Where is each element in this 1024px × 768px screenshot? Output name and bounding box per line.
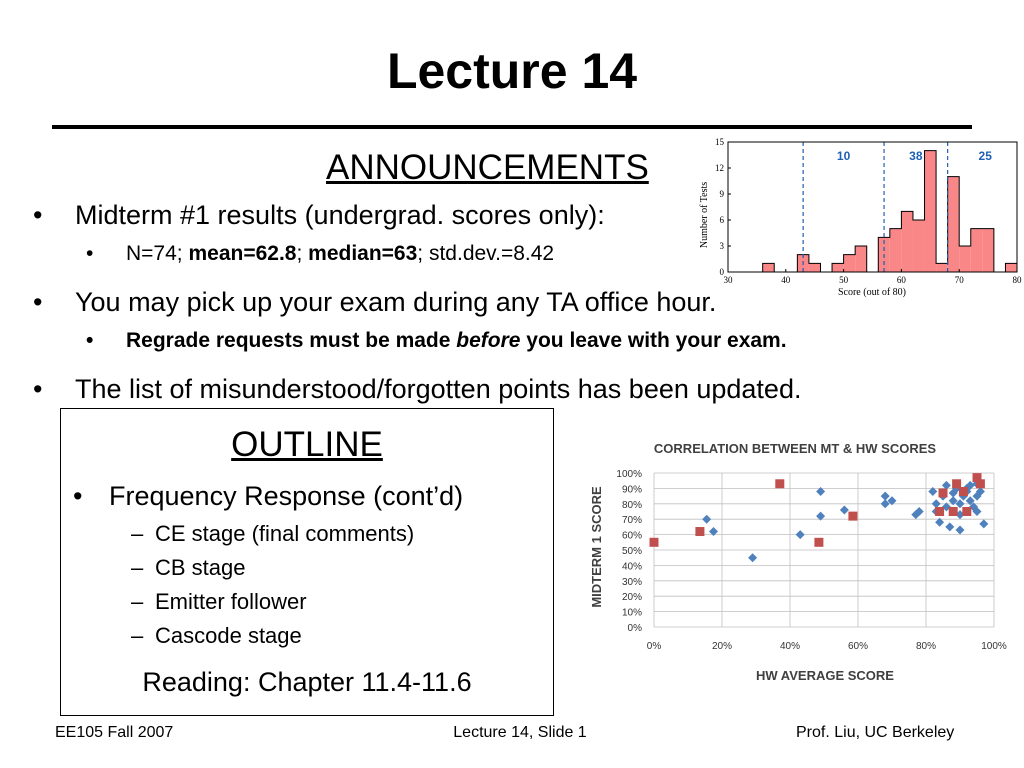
outline-main-text: Frequency Response (cont’d) (109, 481, 464, 511)
dash-marker: – (131, 521, 144, 546)
histogram-bar (890, 229, 902, 272)
dash-marker: – (131, 589, 144, 614)
scatter-y-tick-label: 50% (621, 546, 642, 557)
dash-marker: – (131, 555, 144, 580)
histogram-x-tick-label: 80 (1012, 275, 1022, 285)
outline-item-label: CB stage (155, 555, 246, 580)
outline-item-label: Cascode stage (155, 623, 302, 648)
scatter-y-tick-label: 40% (621, 561, 642, 573)
scatter-y-tick-label: 30% (621, 576, 642, 588)
scatter-point-diamond (702, 515, 711, 524)
bullet-points-list (33, 374, 802, 405)
histogram-x-tick-label: 60 (896, 275, 906, 285)
histogram-annotation: 10 (836, 149, 851, 163)
scatter-point-diamond (748, 553, 757, 562)
regrade-note (86, 329, 787, 353)
regrade-part3: you leave with your exam. (520, 329, 787, 352)
scatter-point-diamond (945, 522, 954, 531)
histogram-annotation: 25 (978, 149, 992, 163)
dash-marker: – (131, 623, 144, 648)
histogram-y-tick-label: 6 (719, 215, 724, 225)
scatter-point-square (959, 487, 968, 496)
stats-n: N=74; (126, 242, 189, 265)
scatter-point-square (650, 538, 659, 547)
outline-item-ce-stage (131, 521, 415, 547)
bullet-points-text: The list of misunderstood/forgotten points has been updated. (75, 374, 802, 404)
bullet-dot: • (33, 374, 43, 404)
scatter-y-tick-label: 100% (616, 469, 642, 480)
bullet-dot: • (33, 200, 43, 230)
histogram-y-tick-label: 0 (719, 267, 724, 277)
midterm-stats (86, 242, 555, 266)
histogram-bar (936, 263, 948, 272)
midterm-score-histogram (695, 130, 1024, 300)
scatter-x-label: HW AVERAGE SCORE (756, 668, 894, 683)
scatter-x-tick-label: 100% (981, 641, 1007, 652)
slide-title: Lecture 14 (386, 43, 638, 99)
scatter-y-tick-label: 10% (621, 607, 642, 619)
histogram-bar (901, 211, 913, 272)
bullet-dot: • (73, 481, 83, 511)
outline-item-label: Emitter follower (155, 589, 307, 614)
histogram-x-tick-label: 70 (954, 275, 964, 285)
footer-course: EE105 Fall 2007 (55, 724, 174, 741)
histogram-x-label: Score (out of 80) (837, 287, 907, 298)
scatter-x-tick-label: 0% (646, 641, 662, 652)
scatter-x-tick-label: 60% (847, 641, 869, 652)
scatter-point-square (775, 479, 784, 488)
histogram-y-tick-label: 3 (719, 241, 724, 251)
histogram-y-tick-label: 12 (715, 163, 724, 173)
scatter-point-diamond (881, 492, 890, 501)
outline-item-cb-stage (131, 555, 246, 581)
histogram-bar (832, 263, 844, 272)
mt-hw-correlation-chart (580, 432, 1020, 692)
scatter-point-diamond (932, 499, 941, 508)
title-divider (52, 125, 972, 129)
scatter-point-diamond (796, 530, 805, 539)
scatter-point-square (695, 527, 704, 536)
scatter-y-tick-label: 70% (621, 515, 642, 527)
histogram-y-tick-label: 9 (719, 189, 724, 199)
histogram-x-tick-label: 50 (839, 275, 849, 285)
scatter-point-square (848, 512, 857, 521)
histogram-bar (763, 263, 775, 272)
outline-heading: OUTLINE (231, 425, 383, 464)
histogram-bar (982, 229, 994, 272)
scatter-y-tick-label: 60% (621, 530, 642, 542)
stats-sep: ; (296, 242, 309, 265)
stats-median: median=63 (308, 242, 418, 265)
regrade-part1: Regrade requests must be made (126, 329, 457, 352)
histogram-bar (855, 246, 867, 272)
outline-item-cascode-stage (131, 623, 302, 649)
outline-item-emitter-follower (131, 589, 307, 615)
scatter-point-square (814, 538, 823, 547)
histogram-x-tick-label: 40 (781, 275, 791, 285)
footer-author: Prof. Liu, UC Berkeley (796, 724, 955, 741)
outline-item-label: CE stage (final comments) (155, 521, 415, 546)
footer-slide-number: Lecture 14, Slide 1 (453, 724, 587, 741)
scatter-point-square (939, 489, 948, 498)
histogram-bar (844, 255, 856, 272)
bullet-dot: • (86, 329, 94, 352)
announcements-heading: ANNOUNCEMENTS (326, 148, 649, 187)
scatter-point-square (935, 507, 944, 516)
histogram-bar (913, 220, 925, 272)
histogram-bar (925, 151, 937, 272)
histogram-bar (971, 229, 983, 272)
histogram-bar (809, 263, 821, 272)
histogram-y-tick-label: 15 (715, 137, 724, 147)
bullet-dot: • (33, 287, 43, 317)
histogram-x-tick-label: 30 (723, 275, 733, 285)
histogram-bar (959, 246, 971, 272)
regrade-part2: before (456, 329, 521, 352)
scatter-y-tick-label: 80% (621, 499, 642, 511)
scatter-point-diamond (840, 505, 849, 514)
scatter-point-square (976, 479, 985, 488)
bullet-dot: • (86, 242, 94, 265)
scatter-point-diamond (956, 525, 965, 534)
scatter-y-tick-label: 20% (621, 592, 642, 604)
outline-box (60, 408, 554, 716)
histogram-y-label: Number of Tests (699, 181, 710, 249)
scatter-point-diamond (979, 519, 988, 528)
histogram-bar (1005, 263, 1017, 272)
scatter-point-square (952, 479, 961, 488)
bullet-midterm-results (33, 200, 605, 231)
scatter-x-tick-label: 20% (711, 641, 733, 652)
scatter-x-tick-label: 80% (915, 641, 937, 652)
bullet-pickup-exam (33, 287, 717, 318)
scatter-point-square (962, 507, 971, 516)
bullet-pickup-text: You may pick up your exam during any TA office hour. (75, 287, 717, 317)
scatter-y-tick-label: 90% (621, 484, 642, 496)
histogram-annotation: 38 (909, 149, 923, 163)
scatter-point-square (949, 507, 958, 516)
scatter-y-label: MIDTERM 1 SCORE (589, 486, 604, 608)
scatter-title: CORRELATION BETWEEN MT & HW SCORES (653, 441, 937, 456)
stats-std: ; std.dev.=8.42 (417, 242, 555, 265)
bullet-midterm-text: Midterm #1 results (undergrad. scores only): (75, 200, 605, 230)
scatter-y-tick-label: 0% (627, 623, 642, 634)
scatter-plot-area (616, 469, 1006, 652)
histogram-bar (948, 177, 960, 272)
reading-assignment: Reading: Chapter 11.4-11.6 (142, 667, 472, 697)
scatter-x-tick-label: 40% (779, 641, 801, 652)
histogram-plot-area (715, 137, 1022, 285)
stats-mean: mean=62.8 (188, 242, 297, 265)
outline-main-item (73, 481, 464, 512)
